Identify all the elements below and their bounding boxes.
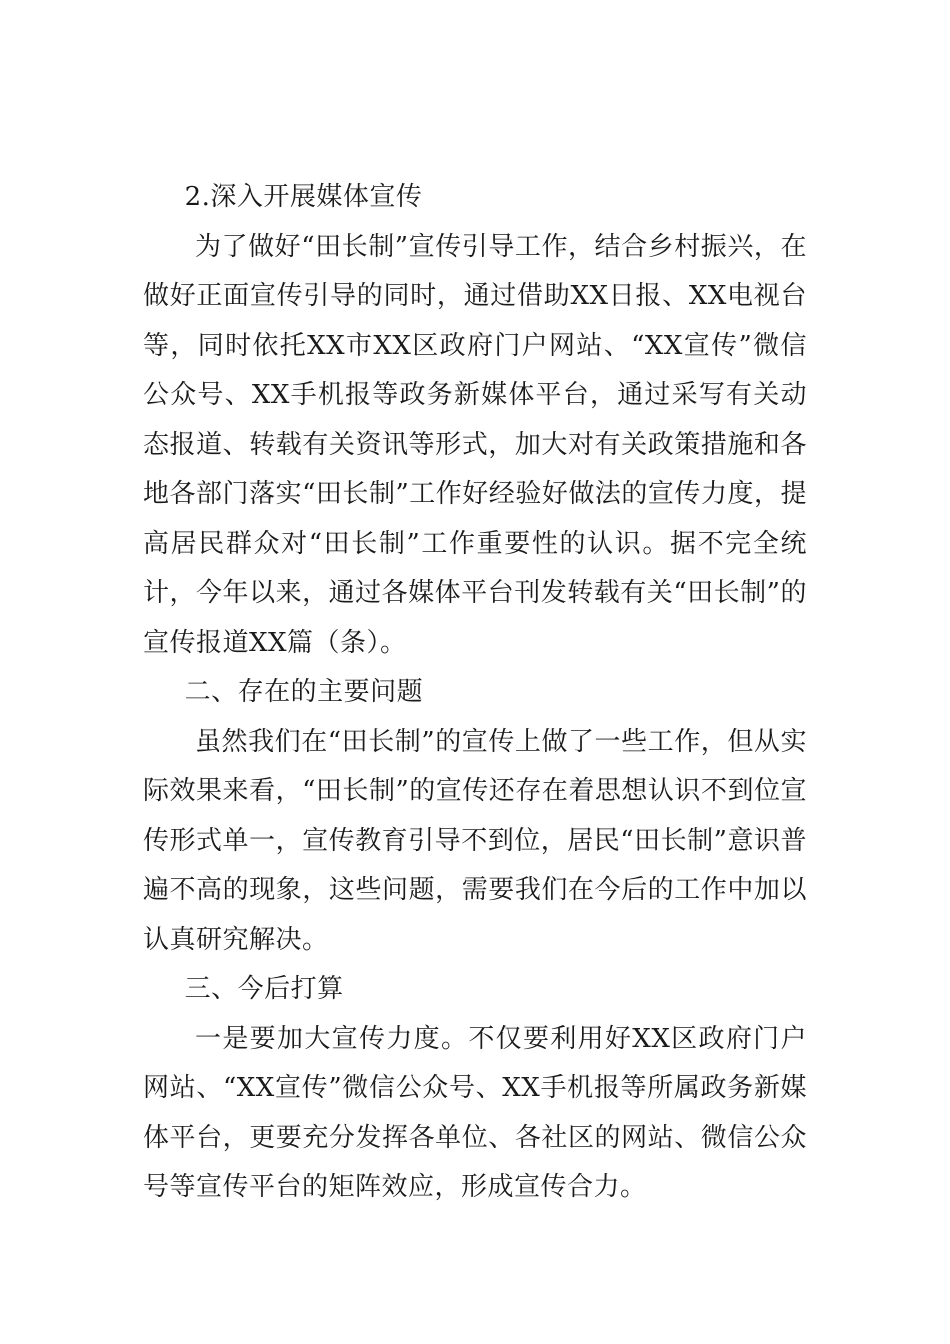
paragraph-problems: 虽然我们在“田长制”的宣传上做了一些工作，但从实际效果来看，“田长制”的宣传还存在着思想认识不到位宣传形式单一，宣传教育引导不到位，居民“田长制”意识普遍不高的现象，这些问题，需要我们在今后的工作中加以认真研究解决。 (143, 726, 807, 955)
section-heading-media: 2.深入开展媒体宣传 (184, 182, 423, 212)
document-body (143, 173, 807, 1213)
paragraph-media: 为了做好“田长制”宣传引导工作，结合乡村振兴，在做好正面宣传引导的同时，通过借助XX日报、XX电视台等，同时依托XX市XX区政府门户网站、“XX宣传”微信公众号、XX手机报等政务新媒体平台，通过采写有关动态报道、转载有关资讯等形式，加大对有关政策措施和各地各部门落实“田长制”工作好经验好做法的宣传力度，提高居民群众对“田长制”工作重要性的认识。据不完全统计，今年以来，通过各媒体平台刊发转载有关“田长制”的宣传报道XX篇（条）。 (143, 231, 807, 658)
paragraph-plans: 一是要加大宣传力度。不仅要利用好XX区政府门户网站、“XX宣传”微信公众号、XX手机报等所属政务新媒体平台，更要充分发挥各单位、各社区的网站、微信公众号等宣传平台的矩阵效应，形成宣传合力。 (143, 1023, 807, 1202)
section-heading-problems: 二、存在的主要问题 (184, 677, 424, 707)
section-heading-plans: 三、今后打算 (184, 974, 344, 1004)
